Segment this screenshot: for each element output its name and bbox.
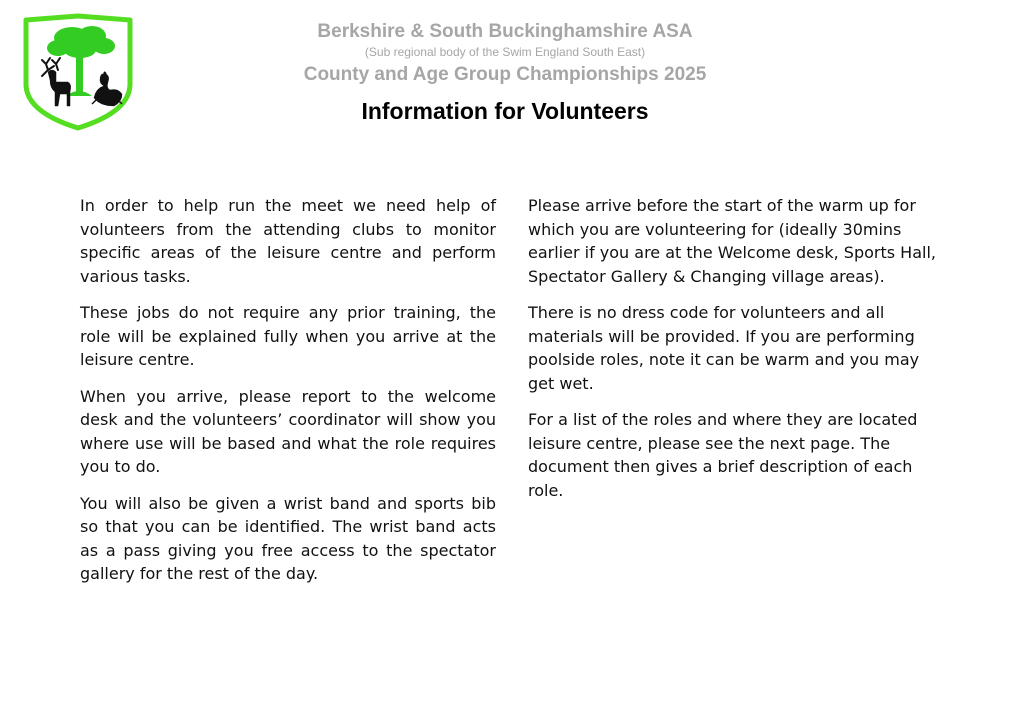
county-crest-logo: [20, 12, 138, 132]
page-header: [240, 20, 770, 126]
right-paragraph-1: Please arrive before the start of the warm up for which you are volunteering for (ideally 30mins earlier if you are at the Welcome desk, Sports Hall, Spectator Gallery & Changing village areas).: [528, 196, 936, 286]
left-paragraph-3: When you arrive, please report to the welcome desk and the volunteers’ coordinator will show you where use will be based and what the role requires you to do.: [80, 386, 496, 476]
organisation-subtitle: (Sub regional body of the Swim England South East): [364, 45, 646, 59]
left-paragraph-1: In order to help run the meet we need help of volunteers from the attending clubs to monitor specific areas of the leisure centre and perform various tasks.: [80, 196, 496, 286]
page-title: Information for Volunteers: [361, 98, 649, 124]
left-paragraph-2: These jobs do not require any prior training, the role will be explained fully when you arrive at the leisure centre.: [80, 303, 496, 369]
left-column: [80, 194, 496, 599]
county-crest-icon: [20, 12, 138, 132]
organisation-name: Berkshire & South Buckinghamshire ASA: [317, 21, 693, 42]
right-paragraph-3: For a list of the roles and where they are located leisure centre, please see the next page. The document then gives a brief description of each role.: [528, 410, 918, 500]
event-title: County and Age Group Championships 2025: [303, 64, 707, 85]
right-paragraph-2: There is no dress code for volunteers and all materials will be provided. If you are performing poolside roles, note it can be warm and you may get wet.: [528, 303, 920, 393]
right-column: [528, 194, 940, 515]
left-paragraph-4: You will also be given a wrist band and sports bib so that you can be identified. The wrist band acts as a pass giving you free access to the spectator gallery for the rest of the day.: [80, 493, 496, 583]
